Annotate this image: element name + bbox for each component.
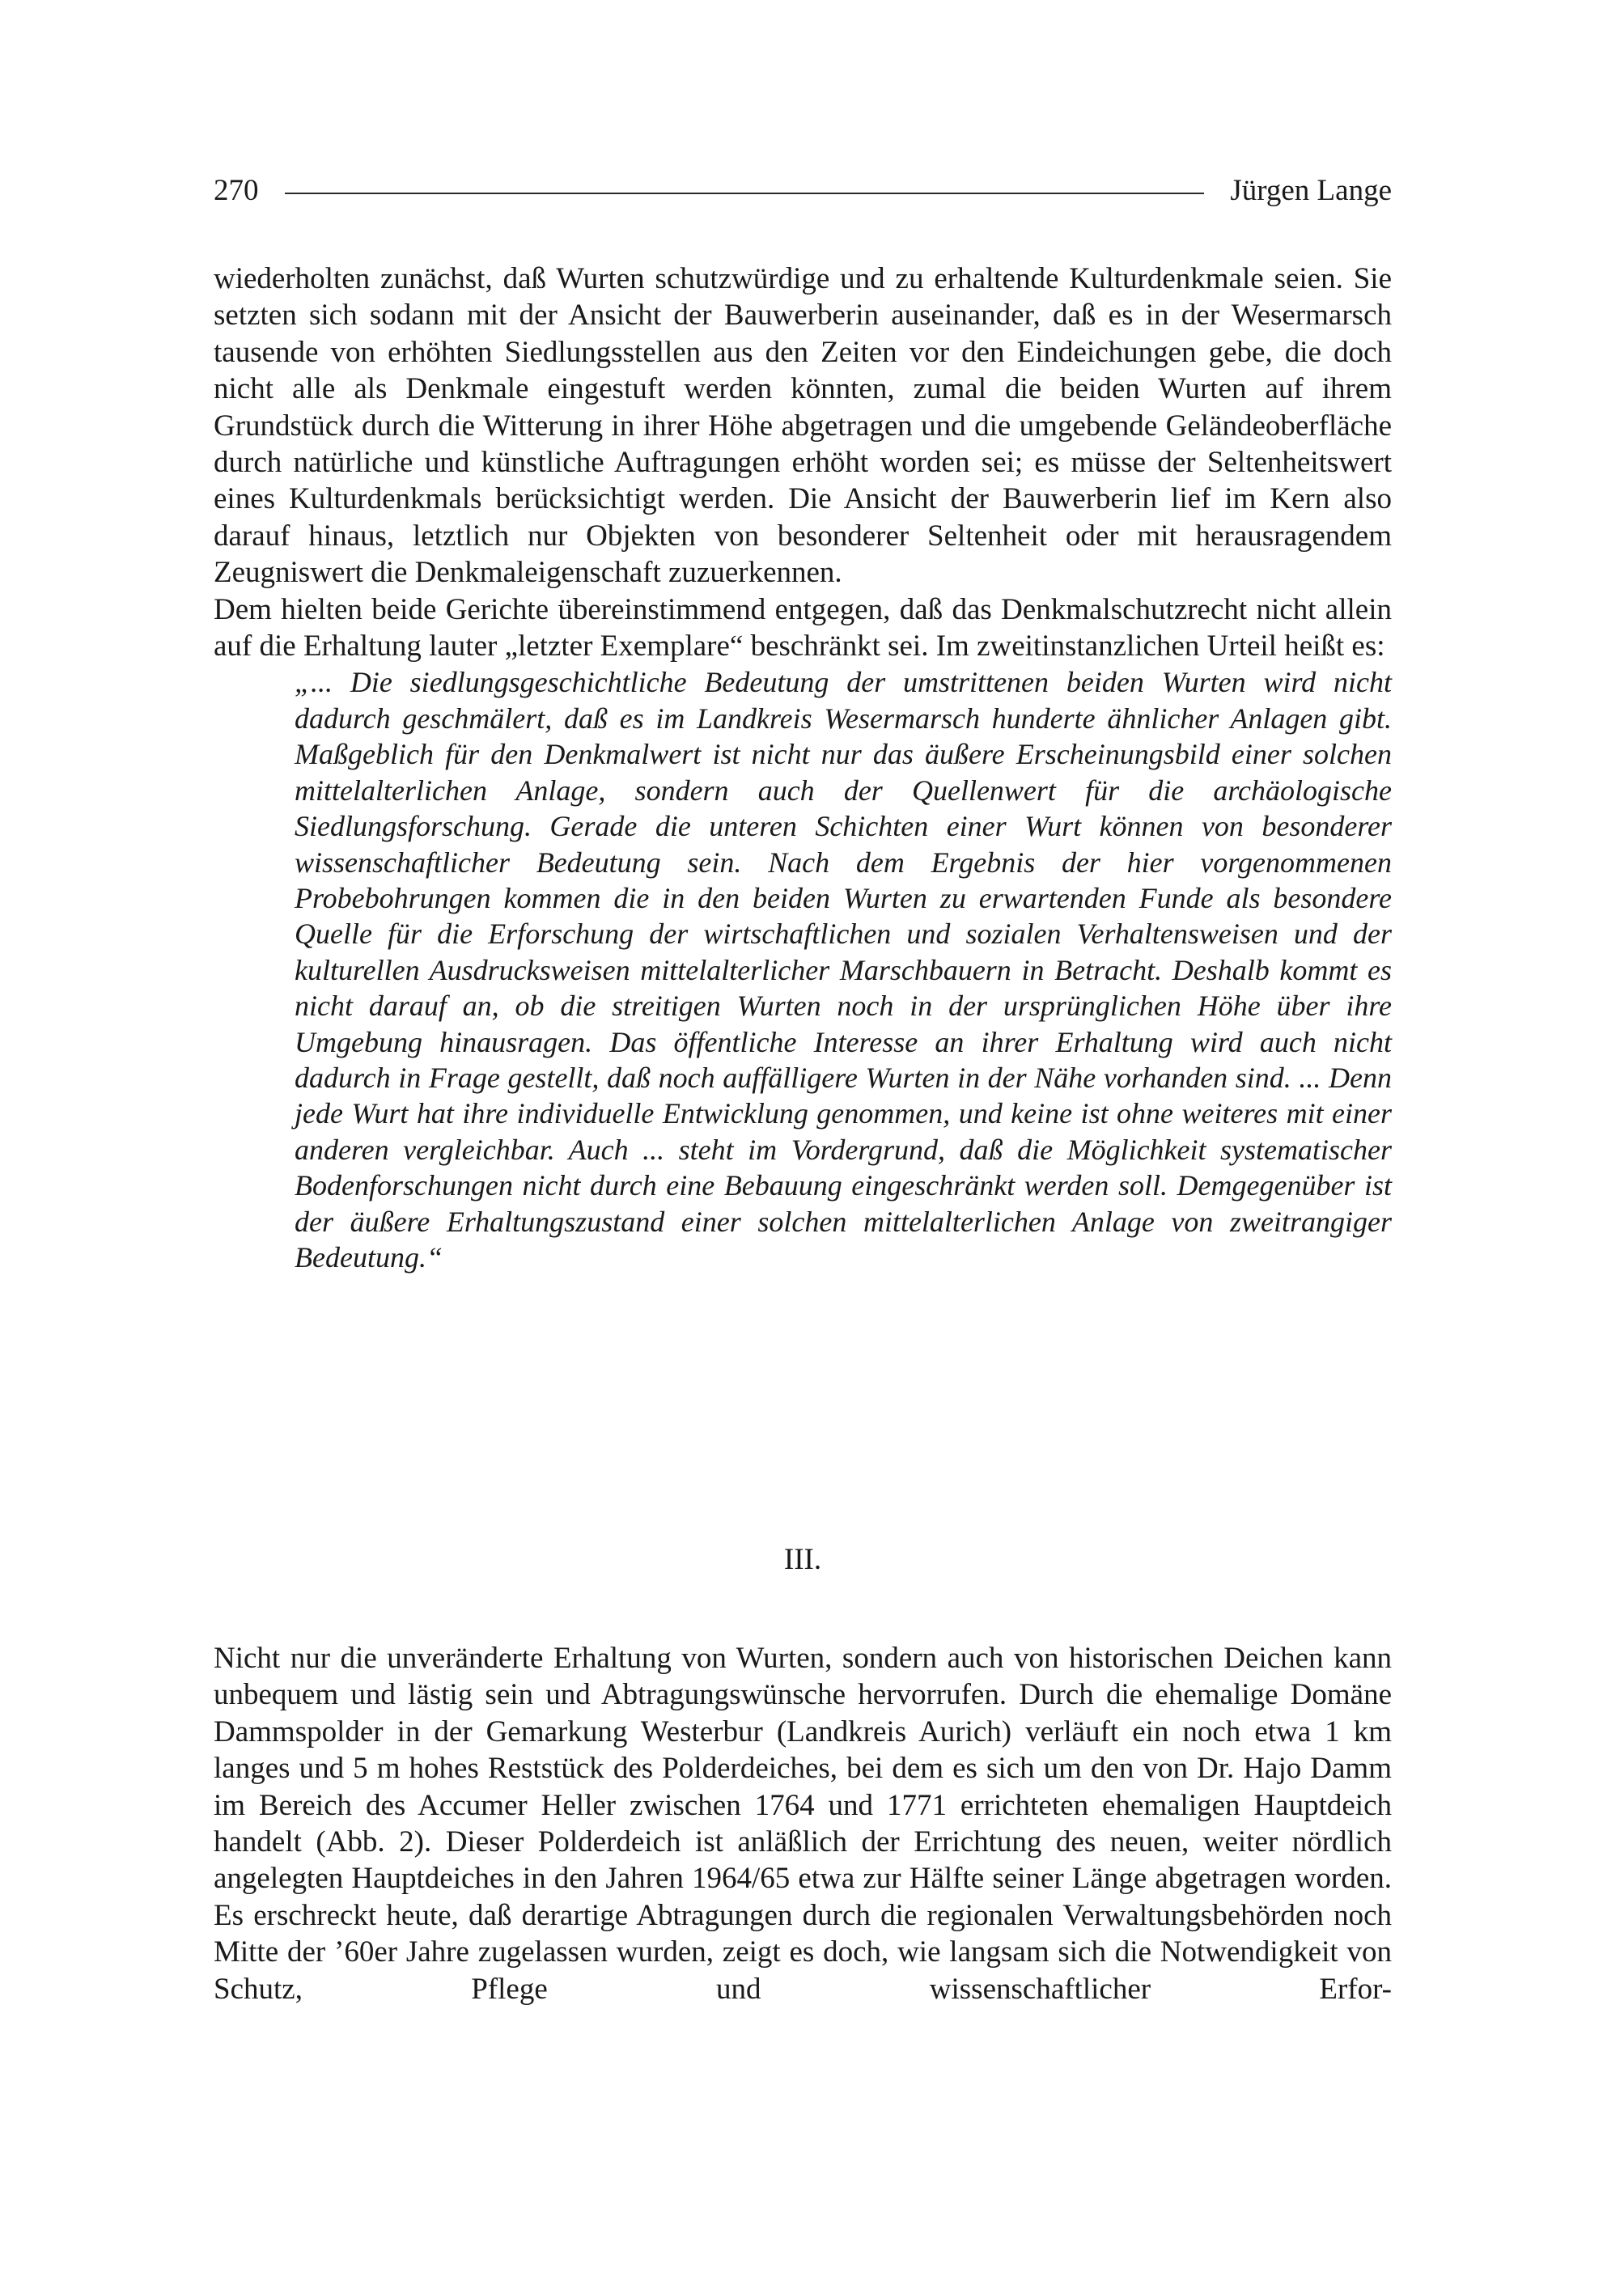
- section-heading: III.: [783, 1543, 822, 1576]
- body-text-bottom: [214, 1640, 1392, 2007]
- header-rule: [285, 193, 1205, 194]
- running-head: [214, 166, 1392, 214]
- body-paragraph-3: Nicht nur die unveränderte Erhaltung von Wurten, sondern auch von historischen Deichen kann unbequem und lästig sein und Abtragungswünsche hervorrufen. Durch die ehemalige Domäne Dammspolder in der Gemarkung Westerbur (Landkreis Aurich) verläuft ein noch etwa 1 km langes und 5 m hohes Reststück des Polderdeiches, bei dem es sich um den von Dr. Hajo Damm im Bereich des Accumer Heller zwischen 1764 und 1771 errichteten ehemaligen Hauptdeich handelt (Abb. 2). Dieser Polderdeich ist anläßlich der Errichtung des neuen, weiter nördlich angelegten Hauptdeiches in den Jahren 1964/65 etwa zur Hälfte seiner Länge abgetragen worden. Es erschreckt heute, daß derartige Abtragungen durch die regionalen Verwaltungsbehörden noch Mitte der ’60er Jahre zugelassen wurden, zeigt es doch, wie langsam sich die Notwendigkeit von Schutz, Pflege und wissenschaftlicher Erfor-: [214, 1642, 1392, 2006]
- section-heading-block: [214, 1541, 1392, 1578]
- body-text-top: [214, 261, 1392, 1275]
- page-number: 270: [214, 173, 259, 207]
- court-quote: „... Die siedlungsgeschichtliche Bedeutung der umstrittenen beiden Wurten wird nicht dadurch geschmälert, daß es im Landkreis Wesermarsch hunderte ähnlicher Anlagen gibt. Maßgeblich für den Denkmalwert ist nicht nur das äußere Erscheinungsbild einer solchen mittelalterlichen Anlage, sondern auch der Quellenwert für die archäologische Siedlungsforschung. Gerade die unteren Schichten einer Wurt können von besonderer wissenschaftlicher Bedeutung sein. Nach dem Ergebnis der hier vorgenommenen Probebohrungen kommen die in den beiden Wurten zu erwartenden Funde als besondere Quelle für die Erforschung der wirtschaftlichen und sozialen Verhaltensweisen und der kulturellen Ausdrucksweisen mittelalterlicher Marschbauern in Betracht. Deshalb kommt es nicht darauf an, ob die streitigen Wurten noch in der ursprünglichen Höhe über ihre Umgebung hinausragen. Das öffentliche Interesse an ihrer Erhaltung wird auch nicht dadurch in Frage gestellt, daß noch auffälligere Wurten in der Nähe vorhanden sind. ... Denn jede Wurt hat ihre individuelle Entwicklung genommen, und keine ist ohne weiteres mit einer anderen vergleichbar. Auch ... steht im Vordergrund, daß die Möglichkeit systematischer Bodenforschungen nicht durch eine Bebauung eingeschränkt werden soll. Demgegenüber ist der äußere Erhaltungszustand einer solchen mittelalterlichen Anlage von zweitrangiger Bedeutung.“: [295, 666, 1392, 1274]
- body-paragraph-2: Dem hielten beide Gerichte übereinstimmend entgegen, daß das Denkmalschutzrecht nicht allein auf die Erhaltung lauter „letzter Exemplare“ beschränkt sei. Im zweitinstanzlichen Urteil heißt es:: [214, 592, 1392, 663]
- body-paragraph-1: wiederholten zunächst, daß Wurten schutzwürdige und zu erhaltende Kulturdenkmale seien. Sie setzten sich sodann mit der Ansicht der Bauwerberin auseinander, daß es in der Wesermarsch tausende von erhöhten Siedlungsstellen aus den Zeiten vor den Eindeichungen gebe, die doch nicht alle als Denkmale eingestuft werden könnten, zumal die beiden Wurten auf ihrem Grundstück durch die Witterung in ihrer Höhe abgetragen und die umgebende Geländeoberfläche durch natürliche und künstliche Auftragungen erhöht worden sei; es müsse der Seltenheitswert eines Kulturdenkmals berücksichtigt werden. Die Ansicht der Bauwerberin lief im Kern also darauf hinaus, letztlich nur Objekten von besonderer Seltenheit oder mit herausragendem Zeugniswert die Denkmaleigenschaft zuzuerkennen.: [214, 262, 1392, 590]
- running-head-author: Jürgen Lange: [1230, 173, 1392, 207]
